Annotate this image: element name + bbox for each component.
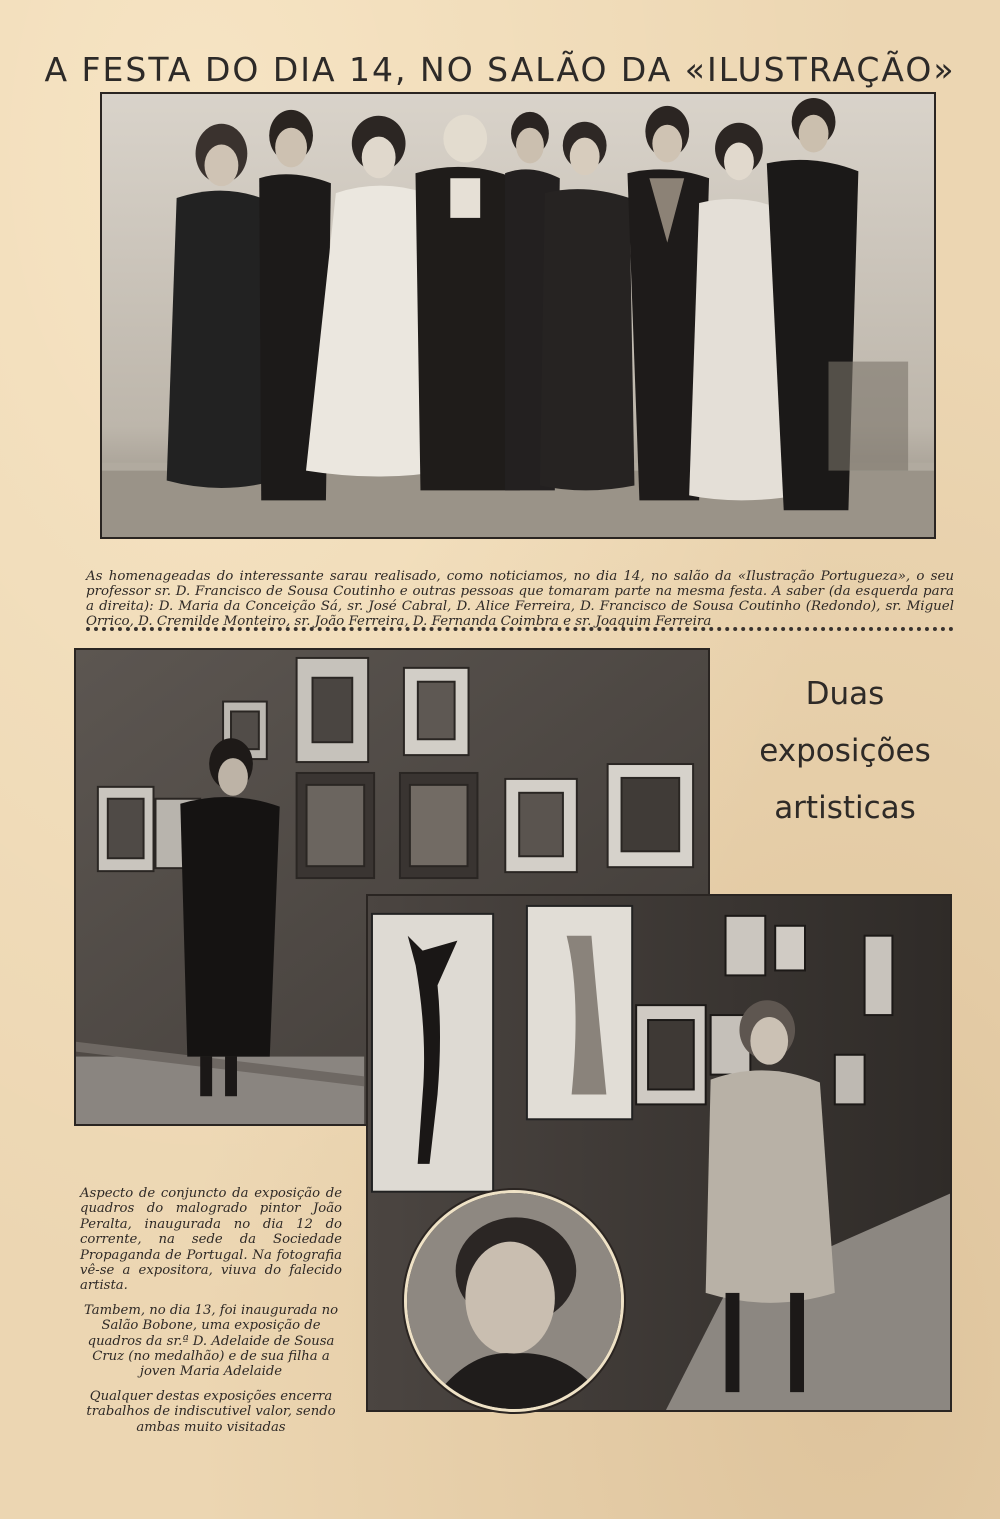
group-photo-image xyxy=(102,94,934,537)
group-photo-caption: As homenageadas do interessante sarau realisado, como noticiamos, no dia 14, no salão da «Ilustração Portugueza», o seu professor sr. D. Francisco de Sousa Coutinho e outras pessoas que tomaram parte na mesma festa. A saber (da esquerda para a direita): D. Maria da Conceição Sá, sr. José Cabral, D. Alice Ferreira, D. Francisco de Sousa Coutinho (Redondo), sr. Miguel Orrico, D. Cremilde Monteiro, sr. João Ferreira, D. Fernanda Coimbra e sr. Joaquim Ferreira xyxy=(86,569,954,630)
medallion-portrait xyxy=(404,1190,624,1412)
side-title-line-1: Duas xyxy=(805,676,885,712)
side-title-line-2: exposições xyxy=(759,733,931,769)
page-headline: A FESTA DO DIA 14, NO SALÃO DA «ILUSTRAÇÃO» xyxy=(44,50,956,90)
group-photo xyxy=(100,92,936,539)
exhibition-caption-paragraph-1: Aspecto de conjuncto da exposição de quadros do malogrado pintor João Peralta, inaugurada no dia 12 do corrente, na sede da Sociedade Propaganda de Portugal. Na fotografia vê-se a expositora, viuva do falecido artista. xyxy=(80,1186,342,1294)
exhibition-caption-paragraph-3: Qualquer destas exposições encerra trabalhos de indiscutivel valor, sendo ambas muito visitadas xyxy=(86,1388,336,1435)
exhibition-caption-paragraph-2: Tambem, no dia 13, foi inaugurada no Salão Bobone, uma exposição de quadros da sr.ª D. Adelaide de Sousa Cruz (no medalhão) e de sua filha a joven Maria Adelaide xyxy=(83,1302,339,1380)
section-divider xyxy=(86,627,954,631)
side-title-line-3: artisticas xyxy=(774,790,916,826)
side-title xyxy=(720,666,970,837)
medallion-portrait-image xyxy=(407,1193,621,1409)
exhibition-caption xyxy=(80,1186,342,1444)
